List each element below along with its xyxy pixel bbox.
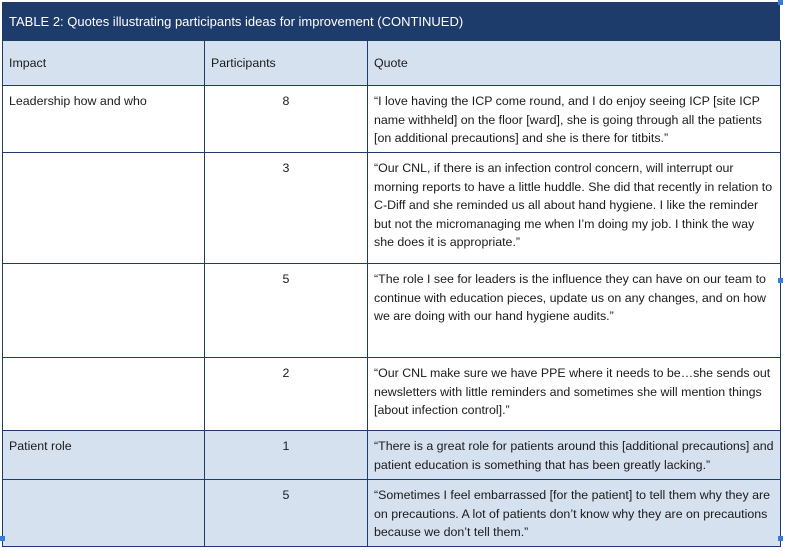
- selection-handle-top-right[interactable]: [778, 0, 783, 5]
- participants-cell: 1: [205, 431, 368, 480]
- table-row: [3, 480, 781, 547]
- header-impact: Impact: [3, 41, 205, 86]
- table-row: [3, 86, 781, 153]
- quote-cell: “Sometimes I feel embarrassed [for the patient] to tell them why they are on precautions. A lot of patients don’t know why they are on precautions because we don’t tell them.”: [368, 480, 781, 547]
- impact-cell: [3, 358, 205, 431]
- quotes-table: [2, 40, 781, 547]
- quote-cell: “There is a great role for patients around this [additional precautions] and patient education is something that has been greatly lacking.”: [368, 431, 781, 480]
- table-row: [3, 358, 781, 431]
- impact-cell: [3, 153, 205, 264]
- selection-handle-mid-right[interactable]: [778, 278, 783, 283]
- header-quote: Quote: [368, 41, 781, 86]
- quote-cell: “Our CNL make sure we have PPE where it needs to be…she sends out newsletters with little reminders and sometimes she will mention things [about infection control].”: [368, 358, 781, 431]
- participants-cell: 5: [205, 264, 368, 358]
- participants-cell: 2: [205, 358, 368, 431]
- table-row: [3, 264, 781, 358]
- impact-cell: [3, 264, 205, 358]
- quote-cell: “Our CNL, if there is an infection control concern, will interrupt our morning reports to have a little huddle. She did that recently in relation to C-Diff and she reminded us all about hand hygiene. I like the reminder but not the micromanaging me when I’m doing my job. I think the way she does it is appropriate.”: [368, 153, 781, 264]
- impact-cell: [3, 480, 205, 547]
- table-row: [3, 431, 781, 480]
- participants-cell: 5: [205, 480, 368, 547]
- participants-cell: 8: [205, 86, 368, 153]
- selection-handle-bottom-right[interactable]: [778, 536, 783, 541]
- impact-cell: Patient role: [3, 431, 205, 480]
- selection-handle-bottom-left[interactable]: [0, 536, 5, 541]
- table-row: [3, 153, 781, 264]
- participants-cell: 3: [205, 153, 368, 264]
- quote-cell: “The role I see for leaders is the influence they can have on our team to continue with education pieces, update us on any changes, and on how we are doing with our hand hygiene audits.”: [368, 264, 781, 358]
- impact-cell: Leadership how and who: [3, 86, 205, 153]
- header-participants: Participants: [205, 41, 368, 86]
- header-row: [3, 41, 781, 86]
- table-title: TABLE 2: Quotes illustrating participants ideas for improvement (CONTINUED): [2, 2, 780, 40]
- quote-cell: “I love having the ICP come round, and I do enjoy seeing ICP [site ICP name withheld] on the floor [ward], she is going through all the patients [on additional precautions] and she is there for titbits.”: [368, 86, 781, 153]
